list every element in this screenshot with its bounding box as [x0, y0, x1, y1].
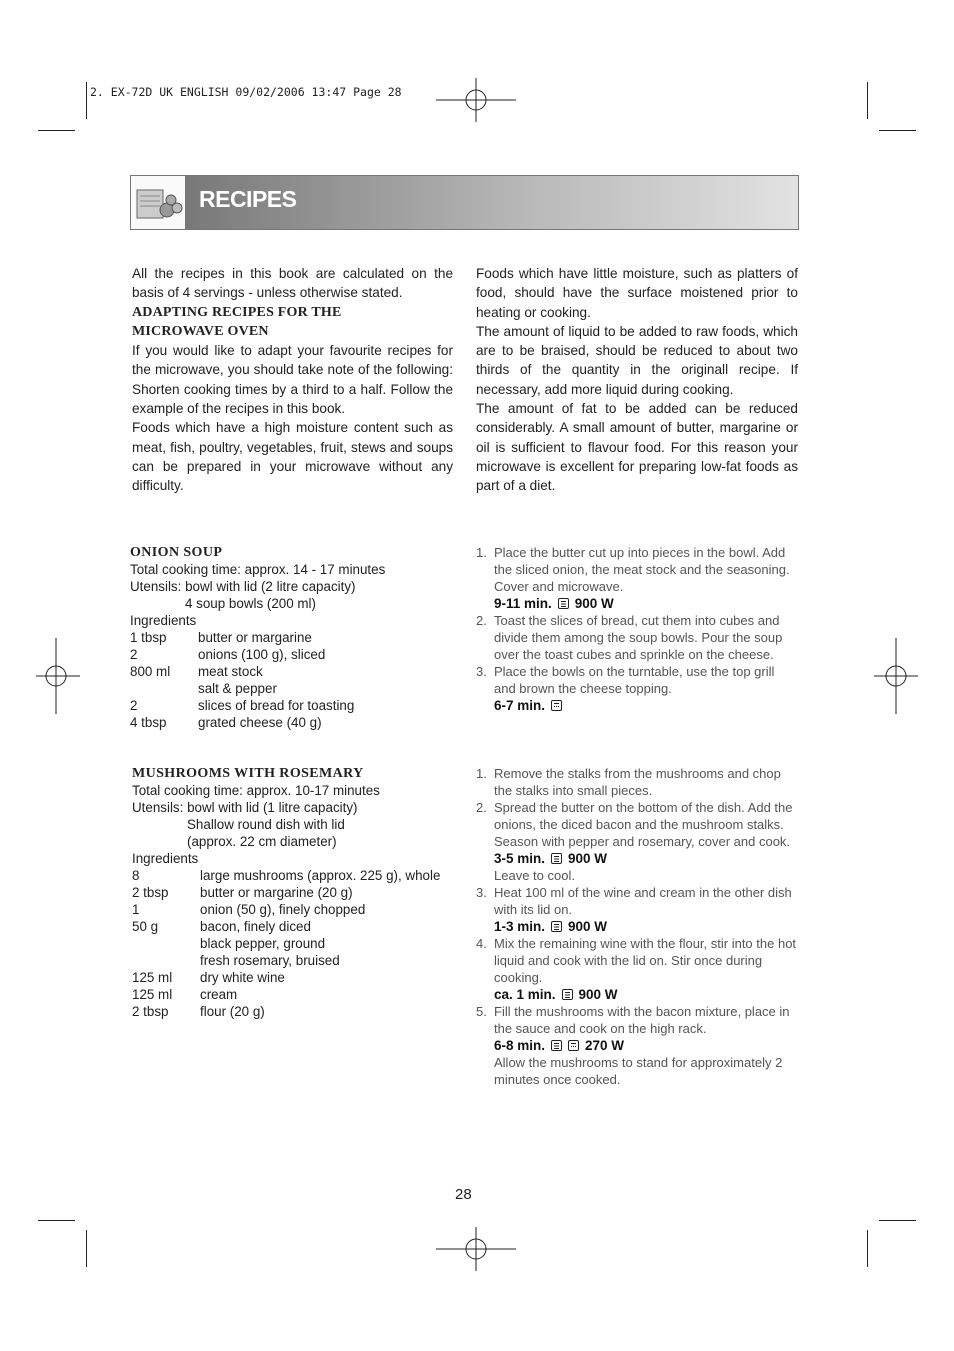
cooking-setting: 6-8 min. 270 W	[494, 1038, 625, 1053]
ingredient-row: 125 ml dry white wine	[132, 970, 285, 985]
ingredient-row: fresh rosemary, bruised	[200, 953, 340, 968]
step-item: 2. Spread the butter on the bottom of the dish. Add the onions, the diced bacon and the mushroom stalks. Season with pepper and rosemary, cover and cook.	[476, 800, 793, 849]
intro-paragraph: Foods which have a high moisture content such as meat, fish, poultry, vegetables, fruit, stews and soups can be prepared in your microwave without any difficulty.	[132, 420, 453, 494]
section-header	[130, 175, 799, 230]
ingredient-row: 1 onion (50 g), finely chopped	[132, 902, 366, 917]
page-number: 28	[455, 1186, 472, 1203]
step-item: 1. Remove the stalks from the mushrooms and chop the stalks into small pieces.	[476, 766, 781, 798]
step-item: 1. Place the butter cut up into pieces in the bowl. Add the sliced onion, the meat stock and the seasoning. Cover and microwave.	[476, 545, 790, 594]
step-item: 3. Heat 100 ml of the wine and cream in the other dish with its lid on.	[476, 885, 792, 917]
cooking-setting: 9-11 min. 900 W	[494, 596, 614, 611]
microwave-icon	[562, 989, 573, 1000]
intro-right	[476, 264, 798, 496]
crop-mark	[86, 82, 87, 119]
grill-icon	[568, 1040, 579, 1051]
crop-mark	[879, 130, 916, 131]
utensils: (approx. 22 cm diameter)	[187, 834, 337, 849]
crop-mark	[38, 130, 75, 131]
recipe-title: MUSHROOMS WITH ROSEMARY	[132, 766, 364, 781]
recipe-book-icon	[131, 176, 186, 229]
utensils: Utensils: bowl with lid (1 litre capacity)	[132, 800, 358, 815]
cooking-setting: ca. 1 min. 900 W	[494, 987, 618, 1002]
crop-mark	[879, 1220, 916, 1221]
registration-mark-bottom	[436, 1227, 516, 1271]
intro-paragraph: Foods which have little moisture, such as platters of food, should have the surface moistened prior to heating or cooking.	[476, 266, 798, 320]
crop-mark	[86, 1230, 87, 1267]
ingredient-row: 2 onions (100 g), sliced	[130, 647, 326, 662]
cooking-setting: 1-3 min. 900 W	[494, 919, 608, 934]
step-note: Allow the mushrooms to stand for approximately 2 minutes once cooked.	[494, 1055, 783, 1087]
section-heading: ADAPTING RECIPES FOR THE	[132, 304, 342, 320]
cooking-setting: 3-5 min. 900 W	[494, 851, 608, 866]
grill-icon	[551, 700, 562, 711]
section-heading: MICROWAVE OVEN	[132, 323, 269, 339]
onion-soup-steps	[476, 544, 798, 714]
recipe-title: ONION SOUP	[130, 545, 223, 560]
step-item: 5. Fill the mushrooms with the bacon mixture, place in the sauce and cook on the high rack.	[476, 1004, 790, 1036]
ingredient-row: 125 ml cream	[132, 987, 238, 1002]
ingredient-row: 2 tbsp flour (20 g)	[132, 1004, 265, 1019]
ingredients-label: Ingredients	[132, 851, 199, 866]
ingredient-row: salt & pepper	[198, 681, 277, 696]
cooking-setting: 6-7 min.	[494, 697, 562, 714]
crop-mark	[867, 1230, 868, 1267]
crop-mark	[867, 82, 868, 119]
cooking-time: Total cooking time: approx. 10-17 minutes	[132, 783, 380, 798]
step-item: 4. Mix the remaining wine with the flour, stir into the hot liquid and cook with the lid on. Stir once during cooking.	[476, 936, 797, 985]
utensils: Utensils: bowl with lid (2 litre capacity)	[130, 579, 356, 594]
step-note: Leave to cool.	[494, 868, 575, 883]
ingredient-row: black pepper, ground	[200, 936, 326, 951]
utensils: Shallow round dish with lid	[187, 817, 345, 832]
crop-mark	[38, 1220, 75, 1221]
onion-soup-ingredients	[130, 544, 460, 731]
cooking-time: Total cooking time: approx. 14 - 17 minutes	[130, 562, 386, 577]
page-title: RECIPES	[199, 186, 297, 212]
microwave-icon	[551, 1040, 562, 1051]
ingredient-row: 50 g bacon, finely diced	[132, 919, 311, 934]
step-item: 3. Place the bowls on the turntable, use the top grill and brown the cheese topping.	[476, 664, 775, 696]
intro-paragraph: All the recipes in this book are calculated on the basis of 4 servings - unless otherwise stated.	[132, 266, 453, 301]
ingredient-row: 800 ml meat stock	[130, 664, 263, 679]
mushrooms-ingredients	[132, 765, 462, 1020]
intro-left	[132, 264, 453, 496]
microwave-icon	[551, 853, 562, 864]
ingredient-row: 8 large mushrooms (approx. 225 g), whole	[132, 868, 441, 883]
intro-paragraph: If you would like to adapt your favourite recipes for the microwave, you should take note of the following: Shorten cooking times by a third to a half. Follow the example of the recipes in this book.	[132, 343, 453, 417]
ingredient-row: 1 tbsp butter or margarine	[130, 630, 312, 645]
intro-paragraph: The amount of liquid to be added to raw foods, which are to be braised, should be reduced to about two thirds of the quantity in the originall recipe. If necessary, add more liquid during cooking.	[476, 323, 798, 397]
print-slug: 2. EX-72D UK ENGLISH 09/02/2006 13:47 Page 28	[90, 85, 402, 99]
ingredient-row: 2 slices of bread for toasting	[130, 698, 355, 713]
ingredient-row: 2 tbsp butter or margarine (20 g)	[132, 885, 353, 900]
registration-mark-left	[36, 638, 80, 714]
mushrooms-steps	[476, 765, 798, 1088]
utensils: 4 soup bowls (200 ml)	[185, 596, 316, 611]
step-item: 2. Toast the slices of bread, cut them into cubes and divide them among the soup bowls. Pour the soup over the toast cubes and sprinkle on the cheese.	[476, 613, 783, 662]
intro-paragraph: The amount of fat to be added can be reduced considerably. A small amount of butter, margarine or oil is sufficient to flavour food. For this reason your microwave is excellent for preparing low-fat foods as part of a diet.	[476, 401, 798, 494]
ingredient-row: 4 tbsp grated cheese (40 g)	[130, 715, 322, 730]
microwave-icon	[551, 921, 562, 932]
registration-mark-right	[874, 638, 918, 714]
registration-mark-top	[436, 78, 516, 122]
microwave-icon	[558, 598, 569, 609]
ingredients-label: Ingredients	[130, 613, 197, 628]
